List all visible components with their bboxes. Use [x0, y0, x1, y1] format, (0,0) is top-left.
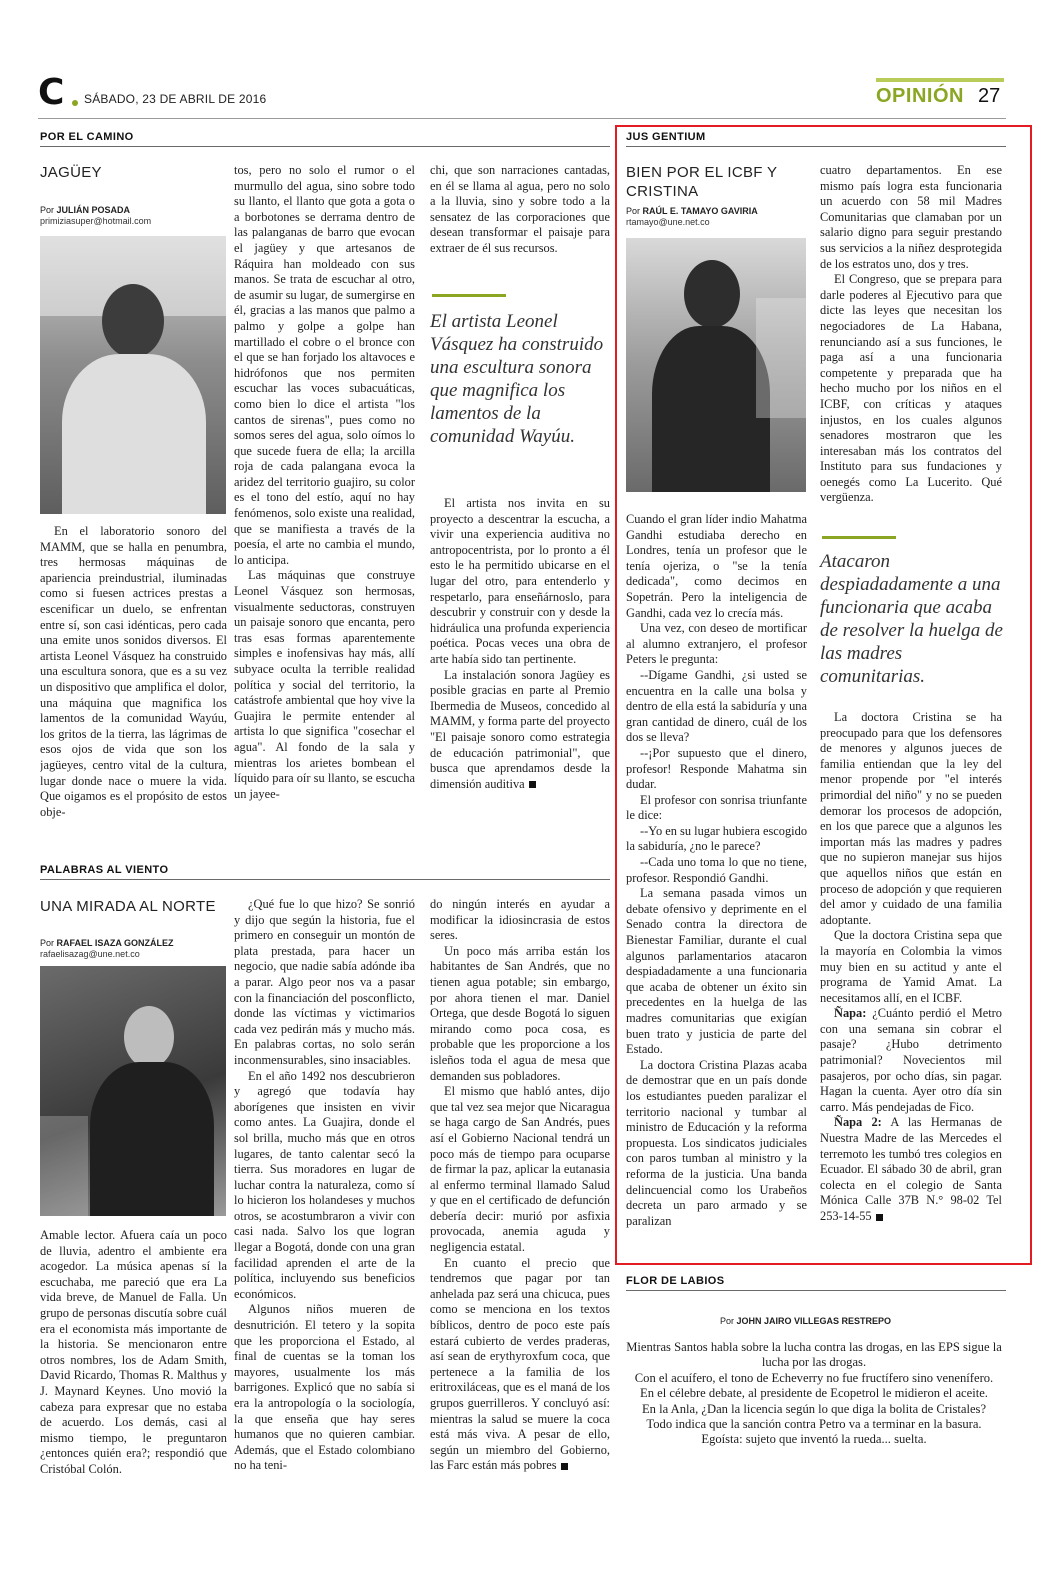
pullquote: Atacaron despiadadamente a una funcionaria que acaba de resolver la huelga de las madres comunitarias. — [820, 551, 1003, 687]
napa2-label: Ñapa 2: — [834, 1115, 882, 1130]
article-column-1 — [626, 512, 807, 1242]
article-column-2 — [234, 897, 415, 1501]
logo-dot — [72, 100, 78, 106]
column-kicker: FLOR DE LABIOS — [626, 1275, 725, 1287]
paragraph: Algunos niños mueren de desnutrición. El tetero y la sopita que les proporciona el Estado, al final de cuentas se la toman los mayores, usualmente los más barrigones. Explicó que no sabía si era la antropología o la sociología, la que enseña que hay seres humanos que no quieren cambiar. Además, que el Estado colombiano no ha teni- — [234, 1302, 415, 1473]
article-column-1 — [40, 1228, 227, 1500]
article-column-2 — [234, 163, 415, 843]
paragraph: chi, que son narraciones cantadas, en él se llama al agua, pero no solo a la lluvia, sino y sobre todo a la sensatez de las corporaciones que desean transformar el paisaje para extraer de él sus recursos. — [430, 163, 610, 255]
paragraph: El Congreso, que se prepara para darle poderes al Ejecutivo para que dicte las leyes que necesitan los negociadores de La Habana, renunciando así a sus funciones, le paga así a una funcionaria competente y preparada que ha hecho mucho por los niños en el ICBF, con críticas y ataques injustos, en los cuales algunos senadores mostraron que les interesaban más los contratos del Instituto para sus fundaciones y oenegés como La Lucerito. Qué vergüenza. — [820, 272, 1002, 505]
paragraph: Un poco más arriba están los habitantes de San Andrés, que no tienen agua potable; sin embargo, por ahora tienen el mar. Daniel Ortega, que desde Bogotá lo siguen mirando como poca cosa, es probable que les proporcione a los isleños toda el agua de mesa que demanden sus pobladores. — [430, 943, 610, 1083]
masthead-rule — [38, 118, 1006, 119]
quip-line: En la Anla, ¿Dan la licencia según lo que diga la bolita de Cristales? — [641, 1401, 987, 1416]
paragraph: El artista nos invita en su proyecto a descentrar la escucha, a vivir una experiencia auditiva no antropocentrista, por lo pronto a él esto le ha permitido ubicarse en el lugar del otro, para entenderlo y respetarlo, para enseñárnoslo, para descubrir y construir con y desde la hidráulica una profunda experiencia poética. Pocas veces una obra de arte había sido tan pertinente. — [430, 496, 610, 666]
article-title: BIEN POR EL ICBF Y CRISTINA — [626, 164, 778, 200]
dateline: SÁBADO, 23 DE ABRIL DE 2016 — [84, 92, 267, 106]
paragraph: ¿Qué fue lo que hizo? Se sonrió y dijo que según la historia, fue el primero en conseguir un montón de plata prestada, para hacer un negocio, que nadie sabía adónde iba a parar. Algo peor nos va a pasar con la financiación del posconflicto, donde las víctimas y victimarios cada vez pedirán más y mucho más. En palabras cortas, no solo serán inconmensurables, sino insaciables. — [234, 897, 415, 1067]
column-kicker: POR EL CAMINO — [40, 131, 134, 143]
paragraph: La semana pasada vimos un debate ofensivo y deprimente en el Senado contra la directora de Bienestar Familiar, durante el cual algunos parlamentarios atacaron despiadadamente a una funcionaria que acaba de obtener un éxito sin precedentes en la huelga de las madres comunitarias que exigían buen trato y justicia de parte del Estado. — [626, 886, 807, 1057]
byline: Por JOHN JAIRO VILLEGAS RESTREPO — [720, 1316, 892, 1326]
paragraph: La doctora Cristina se ha preocupado para que los defensores de menores y algunos jueces de familia entiendan que la ley del menor propende por "el interés primordial del niño" y no se pueden demorar los procesos de adopción, en los que parece que a algunos les importan más las madres y padres que no supieron manejar sus hijos que aquellos niños que están en proceso de adopción y que requieren del amor y cuidado de una familia adoptante. — [820, 710, 1002, 927]
byline: Por RAFAEL ISAZA GONZÁLEZ — [40, 938, 174, 948]
paragraph: Amable lector. Afuera caía un poco de lluvia, adentro el ambiente era acogedor. La música apenas sí la escuchaba, me pareció que era La vida breve, de Manuel de Falla. Un grupo de personas discutía sobre cuál era el economista más importante de la historia. Se mencionaron entre otros nombres, los de Adam Smith, David Ricardo, Thomas R. Malthus y J. Maynard Keynes. Uno movió la cabeza para expresar que no estaba de acuerdo. Los demás, casi al mismo tiempo, le preguntaron ¿entonces quién era?; respondió que Cristóbal Colón. — [40, 1228, 227, 1476]
author-email[interactable]: rafaelisazag@une.net.co — [40, 949, 140, 959]
kicker-rule — [40, 879, 610, 880]
paragraph: Ñapa: ¿Cuánto perdió el Metro con una semana sin cobrar el pasaje? ¿Hubo detrimento patrimonial? Novecientos mil pasajeros, por ocho días, sin pagar. Hagan la cuenta. Ayer otro día sin carro. Más pendejadas de Fico. — [820, 1006, 1002, 1114]
end-mark — [529, 781, 536, 788]
byline: Por JULIÁN POSADA — [40, 205, 131, 215]
article-column-3-top — [430, 163, 610, 273]
paragraph: do ningún interés en ayudar a modificar la idiosincrasia de estos seres. — [430, 897, 610, 943]
paragraph: --Cada uno toma lo que no tiene, profesor. Respondió Gandhi. — [626, 855, 807, 885]
author-photo — [40, 966, 226, 1216]
paragraph: Cuando el gran líder indio Mahatma Gandhi estudiaba derecho en Londres, tenía un profesor que le tenía ojeriza, o "se la tenía dedicada", como decimos en Sopetrán. Pero la inteligencia de Gandhi, cada vez lo crecía más. — [626, 512, 807, 620]
article-column-2-top — [820, 163, 1002, 513]
byline: Por RAÚL E. TAMAYO GAVIRIA — [626, 206, 758, 216]
article-title: JAGÜEY — [40, 164, 102, 181]
quip-line: Con el acuífero, el tono de Echeverry no fue fructífero sino venenífero. — [634, 1370, 994, 1385]
flor-de-labios-lines — [622, 1340, 1006, 1448]
paragraph: El mismo que habló antes, dijo que tal vez sea mejor que Nicaragua se haga cargo de San Andrés, pues así el Gobierno Nacional tendrá un poco más de tiempo para ocuparse de firmar la paz, aplicar la eutanasia al enfermo terminal llamado Salud y que en el certificado de defunción debería decir: murió por asfixia provocada, anemia aguda y negligencia estatal. — [430, 1084, 610, 1255]
pullquote-rule — [822, 536, 896, 539]
author-email[interactable]: rtamayo@une.net.co — [626, 217, 710, 227]
pullquote-rule — [432, 294, 506, 297]
article-column-3 — [430, 897, 610, 1525]
quip-line: En el célebre debate, al presidente de Ecopetrol le midieron el aceite. — [640, 1386, 988, 1401]
author-email[interactable]: primiziasuper@hotmail.com — [40, 216, 152, 226]
pullquote: El artista Leonel Vásquez ha construido una escultura sonora que magnifica los lamentos de la comunidad Wayúu. — [430, 311, 604, 447]
kicker-rule — [626, 1290, 1006, 1291]
article-column-2-bottom — [820, 710, 1002, 1250]
paragraph: --Dígame Gandhi, ¿si usted se encuentra en la calle una bolsa y dentro de ella está la sabiduría y una gran cantidad de dinero, cuál de los dos se lleva? — [626, 667, 807, 745]
page-number: 27 — [978, 85, 1001, 107]
paragraph: Ñapa 2: A las Hermanas de Nuestra Madre de las Mercedes el terremoto les tumbó tres colegios en Ecuador. El sábado 30 de abril, gran colecta en el colegio de Santa Mónica Calle 37B N.° 98-02 Tel 253-14-55 — [820, 1115, 1002, 1223]
paragraph: Una vez, con deseo de mortificar al alumno extranjero, el profesor Peters le pregunta: — [626, 621, 807, 667]
end-mark — [876, 1214, 883, 1221]
section-name: OPINIÓN — [876, 85, 964, 107]
quip-line: Egoísta: sujeto que inventó la rueda... suelta. — [701, 1432, 927, 1447]
paragraph: En cuanto el precio que tendremos que pagar por tan anhelada paz será una chicuca, pues como se menciona en los textos bíblicos, dentro de poco este país estará cubierto de verdes praderas, así sean de erythyroxfum coca, que pertenece a la familia de los eritroxiláceas, que es el maná de los grupos guerrilleros. Y concluyó así: mientras la salud se muere la coca está más viva. A pesar de ello, según un miembro del Gobierno, las Farc están más pobres — [430, 1255, 610, 1473]
quip-line: Mientras Santos habla sobre la lucha contra las drogas, en las EPS sigue la lucha por las drogas. — [626, 1340, 1002, 1370]
paragraph: El profesor con sonrisa triunfante le dice: — [626, 792, 807, 823]
article-title: UNA MIRADA AL NORTE — [40, 898, 216, 915]
article-column-3-bottom — [430, 496, 610, 844]
paragraph: En el laboratorio sonoro del MAMM, que se halla en penumbra, tres hermosas máquinas de apariencia preindustrial, iluminadas como si fuesen actrices prestas a escenificar un duelo, se enfrentan entre sí, son casi idénticas, pero cada una emite unos sonidos diversos. El artista Leonel Vásquez ha construido una escultura sonora, que es a su vez un dispositivo que amplifica el dolor, una máquina que magnifica los lamentos de la comunidad Wayúu, los gritos de la tierra, las lágrimas de esos ojos de vida que son los jagüeyes, centro vital de la cultura, lugar donde nace o muere la vida. Que oigamos es el propósito de estos obje- — [40, 524, 227, 819]
paragraph: La doctora Cristina Plazas acaba de demostrar que en un país donde los estudiantes pueden paralizar el territorio nacional y tumbar al ministro de Educación y la reforma propuesta. Los sindicatos judiciales con paros tumban al ministro y la reforma de la justicia. Una banda delincuencial como los Urabeños decreta un paro armado y se paralizan — [626, 1057, 807, 1228]
quip-line: Todo indica que la sanción contra Petro va a terminar en la basura. — [646, 1417, 982, 1432]
paragraph: La instalación sonora Jagüey es posible gracias en parte al Premio Ibermedia de Museos, concedido al MAMM, y forma parte del proyecto "El paisaje sonoro como estrategia de educación patrimonial", que busca que aprendamos desde la dimensión auditiva — [430, 667, 610, 791]
column-kicker: JUS GENTIUM — [626, 131, 706, 143]
author-photo — [626, 238, 806, 492]
paragraph: cuatro departamentos. En ese mismo país logra esta funcionaria un acuerdo con 58 mil Madres Comunitarias que clamaban por un salario digno para seguir prestando sus servicios a la niñez desprotegida de los estratos uno, dos y tres. — [820, 163, 1002, 271]
kicker-rule — [40, 146, 610, 147]
kicker-rule — [626, 146, 1006, 147]
column-kicker: PALABRAS AL VIENTO — [40, 864, 169, 876]
end-mark — [561, 1463, 568, 1470]
paragraph: --Yo en su lugar hubiera escogido la sabiduría, ¿no le parece? — [626, 823, 807, 854]
logo: C — [38, 76, 72, 110]
paragraph: Que la doctora Cristina sepa que la mayoría en Colombia la vimos muy bien en su actitud y ante el programa de Yamid Amat. La necesitamos allí, en el ICBF. — [820, 928, 1002, 1005]
paragraph: --¡Por supuesto que el dinero, profesor! Responde Mahatma sin dudar. — [626, 745, 807, 792]
author-photo — [40, 236, 226, 514]
paragraph: En el año 1492 nos descubrieron y agregó que todavía hay aborígenes que insisten en vivir como antes. La Guajira, donde el sol brilla, mucho más que en otros lugares, de tanto calentar secó la tierra. Sus moradores en lugar de luchar contra la naturaleza, como sí lo hicieron los holandeses y muchos otros, se acostumbraron a vivir con casi nada. Salvo los que logran llegar a Bogotá, donde con una gran facilidad aprenden el arte de la política, incluyendo sus beneficios económicos. — [234, 1068, 415, 1301]
paragraph: Las máquinas que construye Leonel Vásquez son hermosas, visualmente seductoras, construyen un paisaje sonoro que encanta, pero tras esas formas aparentemente simples e inofensivas hay más, allí subyace oculta la terrible realidad política y social del territorio, la catástrofe ambiental que hoy vive la Guajira le permite entender al artista lo que significa "cosechar el agua". Al fondo de la sala y mientras los arietes bombean el líquido para oír su llanto, se escucha un jayee- — [234, 568, 415, 801]
napa-label: Ñapa: — [834, 1006, 867, 1021]
paragraph: tos, pero no solo el rumor o el murmullo del agua, sino sobre todo su llanto, el llanto que gota a gota o a borbotones se derrama dentro de las palanganas de barro que evocan el jagüey y que artesanos de Ráquira han moldeado con sus manos. Se trata de escuchar al otro, de asumir su lugar, de sumergirse en él, gracias a las manos que palmo a palmo y golpe a golpe han martillado el cobre o el bronce con el que se han forjado los altavoces e hidrófonos que nos permiten escuchar las voces subacuáticas, como bien lo dice el artista "los cantos de sirenas", pues como no somos seres del agua, solo oímos lo que sucede fuera de ella; la arcilla roja de cada palangana evoca la aridez del territorio guajiro, su color es el tono del estío, aquí no hay fenómenos, solo existe una realidad, que se manifiesta a través de la poesía, el arte no cambia el mundo, lo anticipa. — [234, 163, 415, 567]
article-column-1 — [40, 524, 227, 842]
section-color-bar — [876, 78, 1004, 82]
